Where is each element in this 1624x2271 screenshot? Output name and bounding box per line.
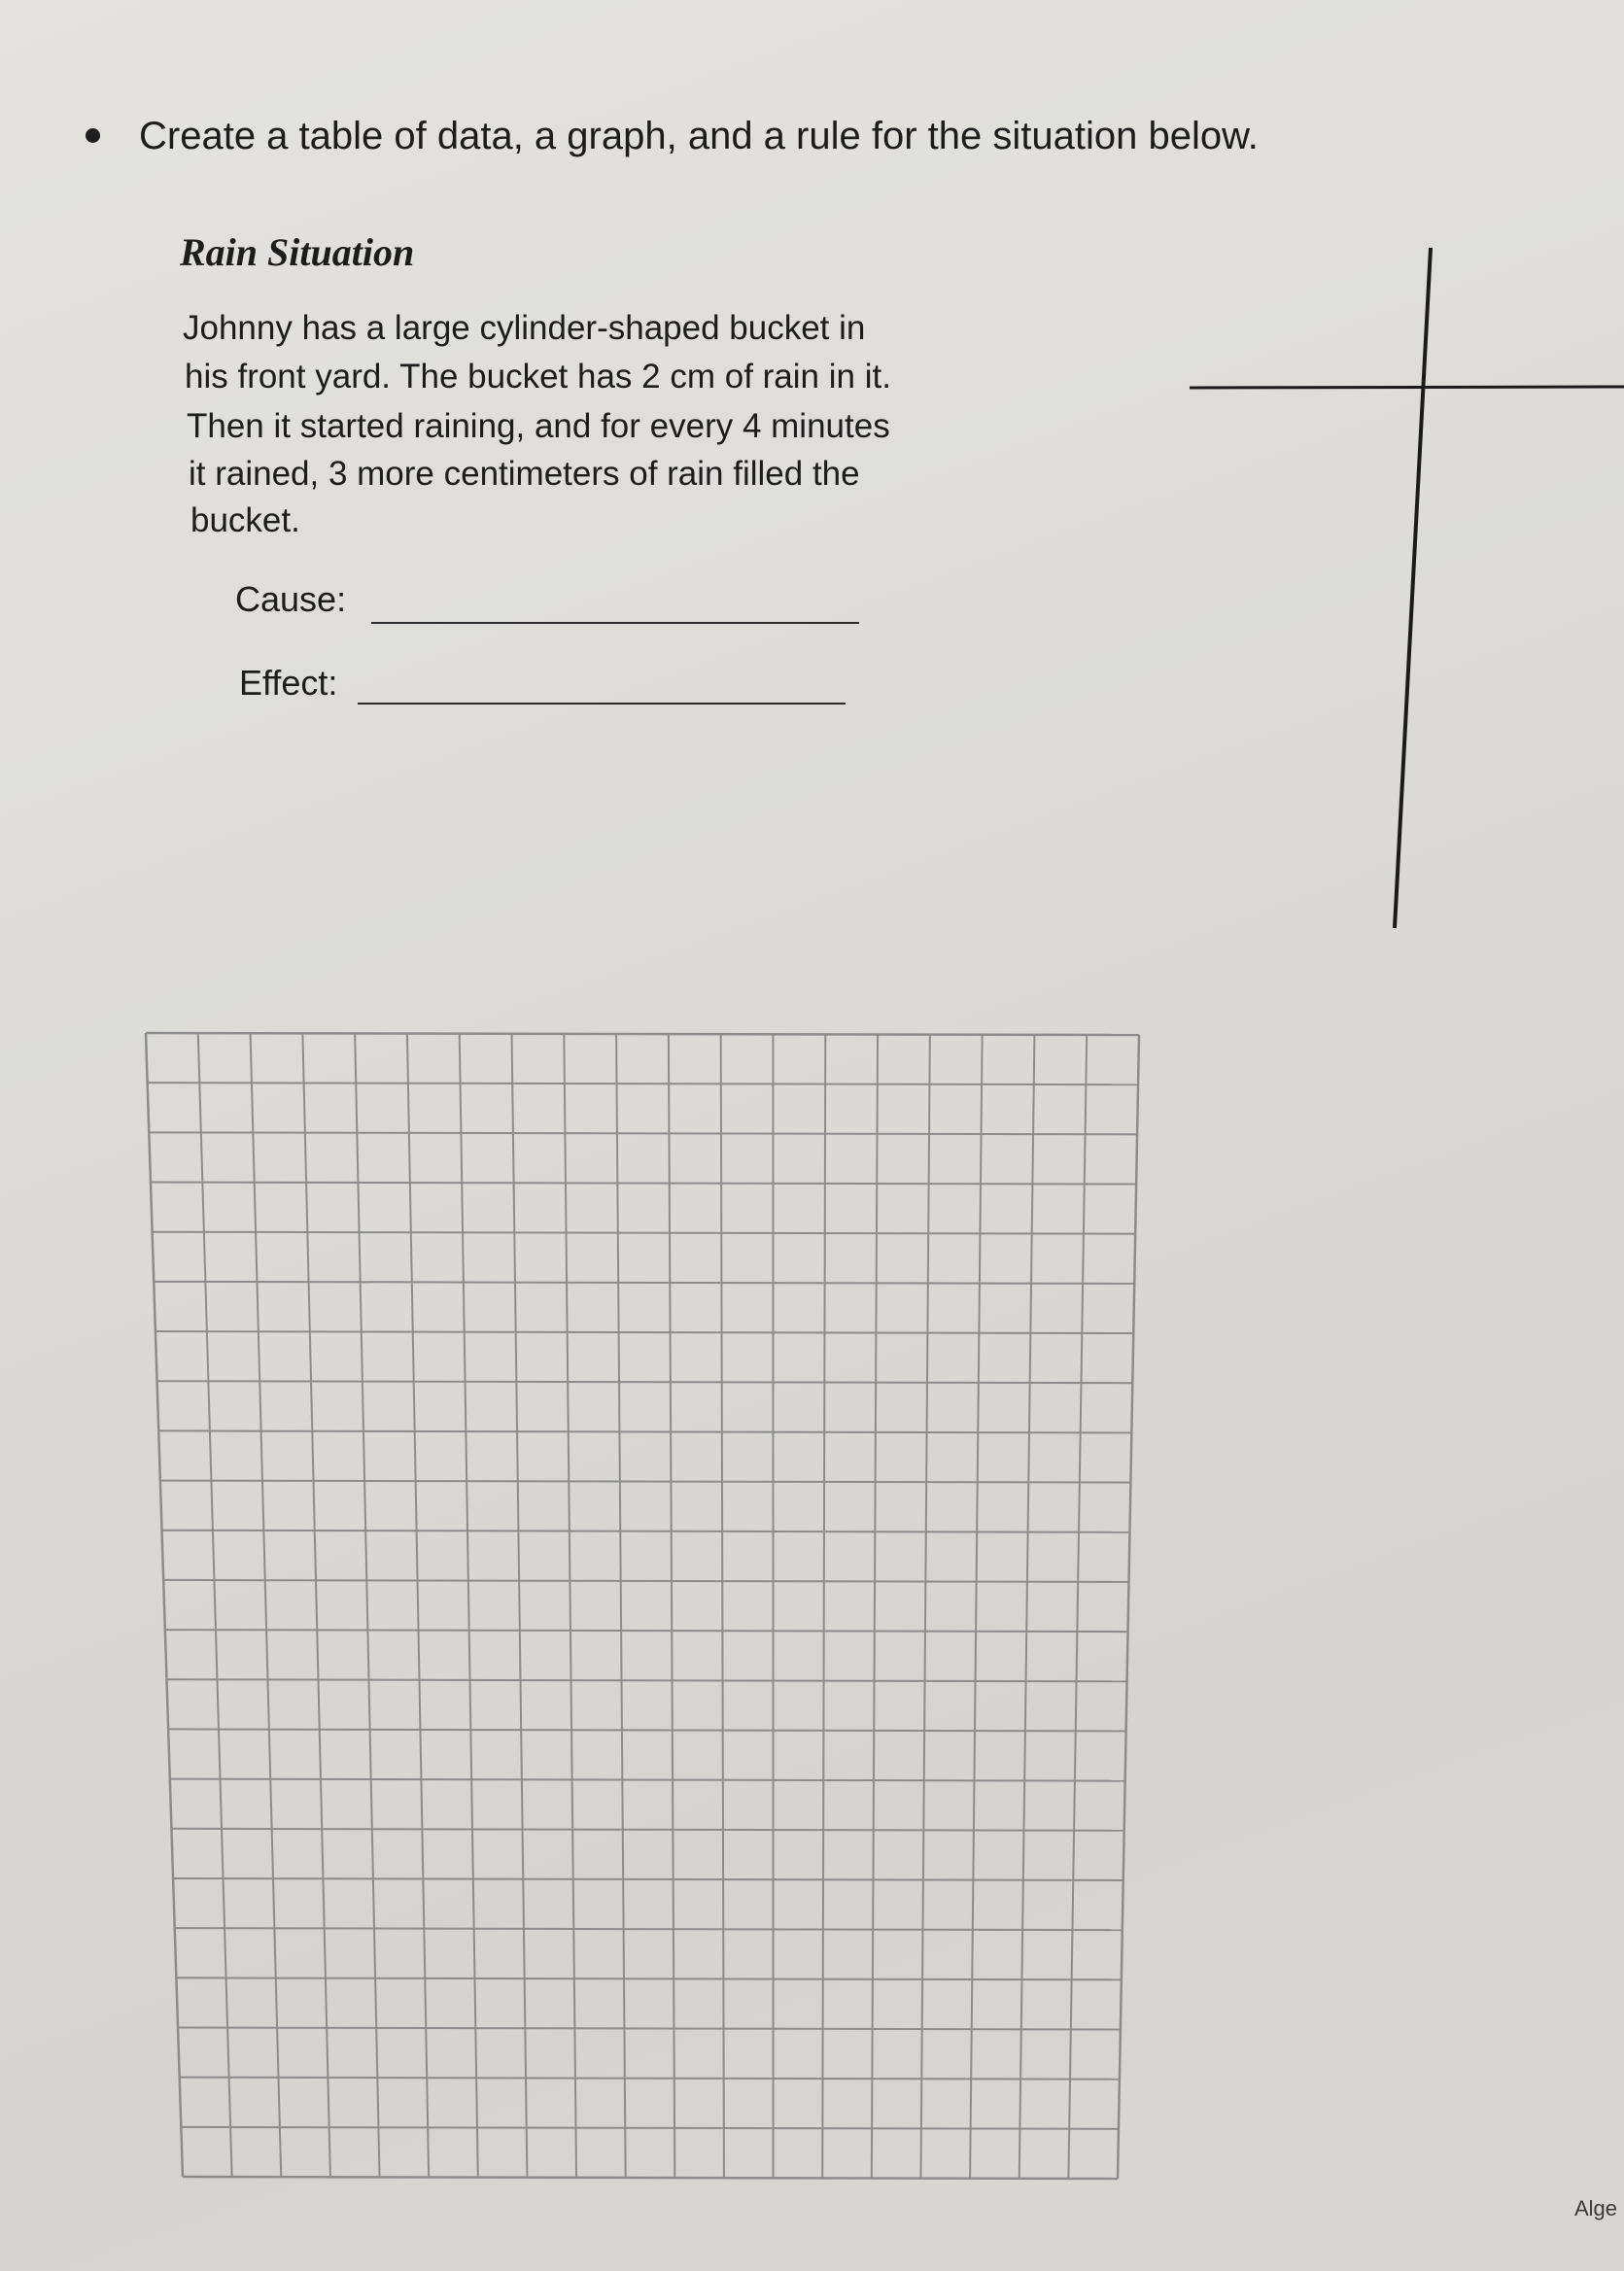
- grid-vertical-line: [512, 1034, 528, 2178]
- grid-horizontal-line: [180, 2078, 1120, 2080]
- grid-vertical-line: [407, 1034, 429, 2178]
- grid-horizontal-line: [146, 1033, 1139, 1035]
- grid-horizontal-line: [173, 1878, 1123, 1880]
- section-title: Rain Situation: [180, 230, 415, 274]
- t-chart-vertical-line: [1395, 248, 1431, 928]
- grid-horizontal-line: [166, 1679, 1126, 1681]
- grid-vertical-line: [1068, 1035, 1087, 2179]
- paragraph-line: it rained, 3 more centimeters of rain filled the: [189, 455, 860, 493]
- grid-horizontal-line: [154, 1282, 1134, 1284]
- grid-vertical-line: [1019, 1035, 1035, 2179]
- grid-vertical-line: [302, 1033, 330, 2177]
- grid-vertical-line: [920, 1035, 929, 2179]
- grid-horizontal-line: [155, 1331, 1133, 1333]
- grid-horizontal-line: [168, 1729, 1125, 1731]
- grid-horizontal-line: [170, 1779, 1125, 1781]
- grid-vertical-line: [146, 1033, 183, 2177]
- grid-horizontal-line: [175, 1928, 1123, 1930]
- effect-label: Effect:: [239, 663, 338, 703]
- t-chart-horizontal-line: [1190, 387, 1624, 388]
- grid-horizontal-line: [171, 1829, 1123, 1831]
- grid-vertical-line: [970, 1035, 983, 2179]
- grid-horizontal-line: [151, 1183, 1136, 1185]
- grid-vertical-line: [460, 1034, 478, 2178]
- grid-vertical-line: [669, 1034, 674, 2178]
- grid-vertical-line: [1118, 1035, 1139, 2179]
- grid-vertical-line: [198, 1033, 232, 2177]
- paragraph-line: his front yard. The bucket has 2 cm of rain in it.: [185, 358, 891, 396]
- paragraph-line: Then it started raining, and for every 4 minutes: [187, 407, 890, 445]
- grid-horizontal-line: [181, 2127, 1119, 2129]
- grid-vertical-line: [822, 1034, 825, 2178]
- grid-horizontal-line: [163, 1580, 1128, 1582]
- paragraph-line: bucket.: [190, 501, 300, 539]
- footer-text: Alge: [1574, 2196, 1618, 2220]
- grid-vertical-line: [616, 1034, 626, 2178]
- grid-vertical-line: [721, 1034, 724, 2178]
- grid-vertical-line: [251, 1033, 282, 2177]
- effect-answer-line[interactable]: [358, 703, 846, 705]
- grid-horizontal-line: [183, 2177, 1118, 2179]
- grid-vertical-line: [564, 1034, 576, 2178]
- grid-vertical-line: [872, 1034, 878, 2178]
- cause-answer-line[interactable]: [371, 622, 859, 624]
- paragraph-line: Johnny has a large cylinder-shaped bucket in: [183, 309, 866, 347]
- grid-horizontal-line: [176, 1978, 1121, 1979]
- grid-horizontal-line: [148, 1083, 1138, 1084]
- t-chart[interactable]: [1166, 243, 1624, 943]
- grid-horizontal-line: [158, 1430, 1131, 1432]
- bullet-point: [86, 128, 100, 143]
- grid-horizontal-line: [162, 1531, 1130, 1532]
- grid-horizontal-line: [149, 1132, 1137, 1134]
- graph-grid[interactable]: [141, 1025, 1142, 2182]
- grid-horizontal-line: [165, 1630, 1128, 1632]
- grid-horizontal-line: [157, 1381, 1133, 1383]
- grid-vertical-line: [355, 1033, 379, 2177]
- cause-label: Cause:: [235, 579, 347, 619]
- grid-horizontal-line: [153, 1232, 1136, 1234]
- grid-horizontal-line: [178, 2027, 1121, 2029]
- instruction-text: Create a table of data, a graph, and a rule for the situation below.: [139, 115, 1259, 157]
- grid-horizontal-line: [160, 1481, 1131, 1483]
